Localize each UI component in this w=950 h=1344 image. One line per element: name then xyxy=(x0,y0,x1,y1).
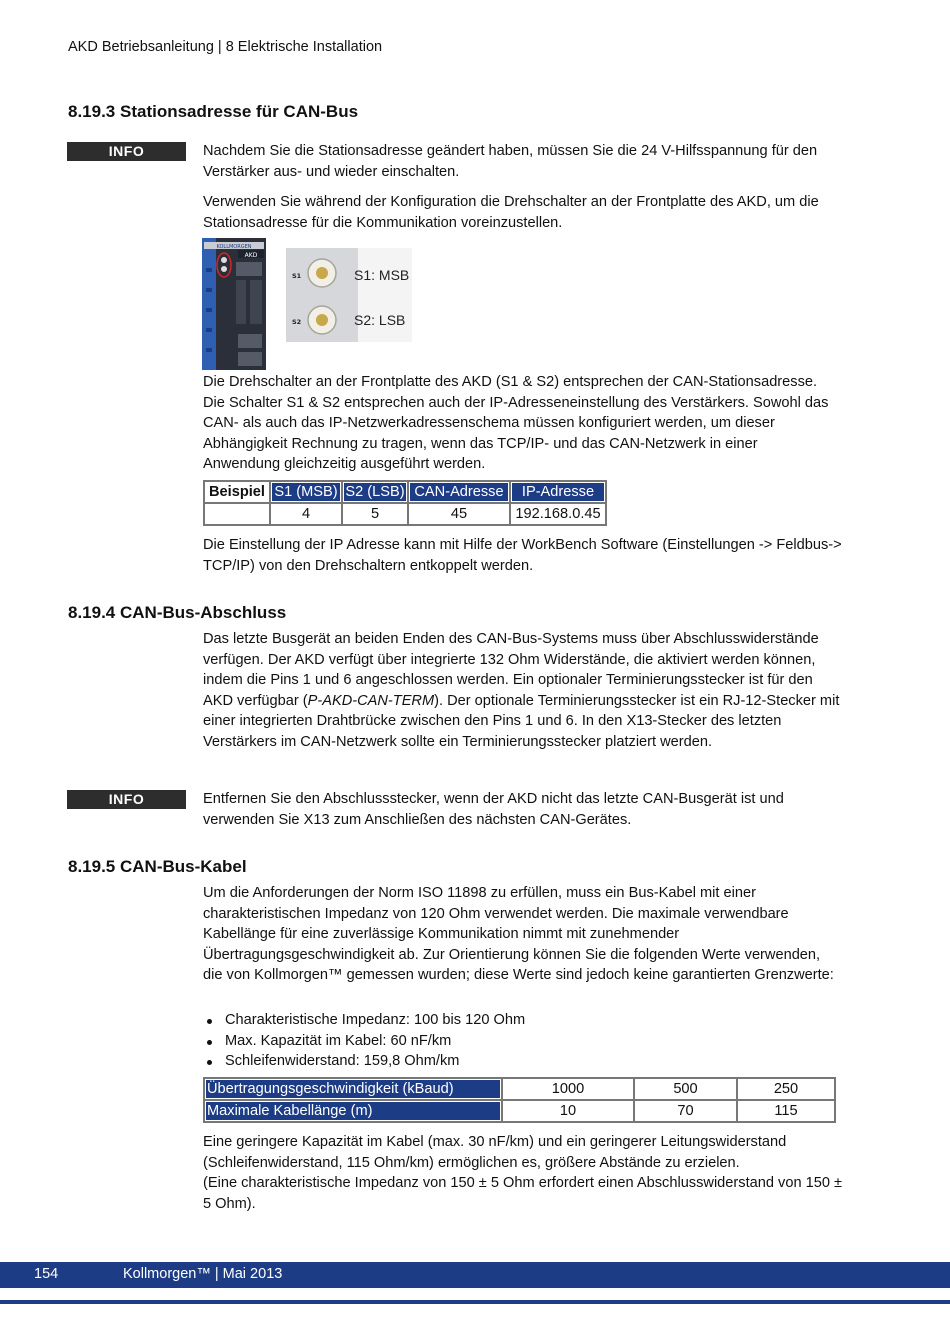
table-header-cell: S1 (MSB) xyxy=(270,481,342,503)
cable-specs-list xyxy=(203,1010,525,1072)
section-heading-station-address: 8.19.3 Stationsadresse für CAN-Bus xyxy=(68,102,359,121)
list-item-text: Charakteristische Impedanz: 100 bis 120 Ohm xyxy=(225,1012,526,1028)
table-cell: 10 xyxy=(502,1100,634,1122)
table-cell: 70 xyxy=(634,1100,737,1122)
table-header-cell: S2 (LSB) xyxy=(342,481,408,503)
s2-tag: S2 xyxy=(292,318,302,326)
table-cell xyxy=(204,503,270,525)
info-badge: INFO xyxy=(67,142,186,161)
section-heading-cable: 8.19.5 CAN-Bus-Kabel xyxy=(68,857,247,876)
panel-brand-text: KOLLMORGEN xyxy=(216,244,252,250)
table-header-cell: Beispiel xyxy=(204,481,270,503)
cable-length-table xyxy=(203,1077,836,1123)
s1-msb-label: S1: MSB xyxy=(354,267,410,283)
info-badge: INFO xyxy=(67,790,186,809)
info-text-station-address: Nachdem Sie die Stationsadresse geändert haben, müssen Sie die 24 V-Hilfsspannung für den Verstärker aus- und wieder einschalten. xyxy=(203,143,818,180)
info-text-termination: Entfernen Sie den Abschlussstecker, wenn der AKD nicht das letzte CAN-Busgerät ist und verwenden Sie X13 zum Anschließen des nächsten CAN-Gerätes. xyxy=(203,791,784,828)
list-item xyxy=(203,1051,525,1072)
bullet-icon xyxy=(207,1040,212,1045)
table-cell: 250 xyxy=(737,1078,835,1100)
front-panel-illustration xyxy=(202,238,412,370)
table-row-header: Maximale Kabellänge (m) xyxy=(204,1100,502,1122)
akd-front-panel-figure xyxy=(202,238,412,370)
table-cell: 5 xyxy=(342,503,408,525)
paragraph-cable-intro: Um die Anforderungen der Norm ISO 11898 zu erfüllen, muss ein Bus-Kabel mit einer charakteristischen Impedanz von 120 Ohm verwendet werden. Die maximale verwendbare Kabellänge für eine zuverlässige Kommunikation nimmt mit zunehmender Übertragungsgeschwindigkeit ab. Zur Orientierung können Sie die folgenden Werte verwenden, die von Kollmorgen™ gemessen wurden; diese Werte sind jedoch keine garantierten Grenzwerte: xyxy=(203,885,834,983)
bullet-icon xyxy=(207,1060,212,1065)
paragraph-impedance-note: (Eine charakteristische Impedanz von 150 ± 5 Ohm erfordert einen Abschlusswiderstand von 150 ± 5 Ohm). xyxy=(203,1175,843,1212)
list-item xyxy=(203,1010,525,1031)
footer-text: Kollmorgen™ | Mai 2013 xyxy=(123,1266,283,1282)
paragraph-text: ). Der optionale Terminierungsstecker ist ein RJ-12-Stecker mit einer integrierten Drahtbrücke zwischen den Pins 1 und 6. In den X13-Stecker des letzten Verstärkers im CAN-Netzwerk sollte ein Terminierungsstecker platziert werden. xyxy=(203,692,840,750)
table-row xyxy=(204,1078,835,1100)
table-row xyxy=(204,481,606,503)
table-header-cell: IP-Adresse xyxy=(510,481,606,503)
bullet-icon xyxy=(207,1019,212,1024)
page-number: 154 xyxy=(34,1266,59,1282)
paragraph-rotary-switch-mapping: Die Drehschalter an der Frontplatte des AKD (S1 & S2) entsprechen der CAN-Stationsadresse. Die Schalter S1 & S2 entsprechen auch der IP-Adresseneinstellung des Verstärkers. Sowohl das CAN- als auch das IP-Netzwerkadressenschema müssen konfiguriert werden, um dieser Abhängigkeit Rechnung zu tragen, wenn das TCP/IP- und das CAN-Netzwerk in einer Anwendung gleichzeitig ausgeführt werden. xyxy=(203,374,829,472)
paragraph-text: Das letzte Busgerät an beiden Enden des CAN-Bus-Systems muss über Abschlusswiderstände verfügen. Der AKD verfügt über integrierte 132 Ohm Widerstände, die aktiviert werden können, indem die Pins 1 und 6 angeschlossen werden. Ein optionaler Terminierungsstecker ist für den AKD verfügbar ( xyxy=(203,631,819,709)
s1-tag: S1 xyxy=(292,272,302,280)
table-header-cell: CAN-Adresse xyxy=(408,481,510,503)
paragraph-termination xyxy=(203,629,843,752)
list-item-text: Max. Kapazität im Kabel: 60 nF/km xyxy=(225,1032,452,1049)
paragraph-rotary-switch-intro: Verwenden Sie während der Konfiguration die Drehschalter an der Frontplatte des AKD, um die Stationsadresse für die Kommunikation voreinzustellen. xyxy=(203,194,819,231)
part-number: P-AKD-CAN-TERM xyxy=(307,692,435,709)
section-heading-termination: 8.19.4 CAN-Bus-Abschluss xyxy=(68,603,287,622)
paragraph-capacity-note: Eine geringere Kapazität im Kabel (max. 30 nF/km) und ein geringerer Leitungswiderstand (Schleifenwiderstand, 115 Ohm/km) ermöglichen es, größere Abstände zu erzielen. xyxy=(203,1134,787,1171)
list-item xyxy=(203,1031,525,1052)
table-cell: 45 xyxy=(408,503,510,525)
table-cell: 115 xyxy=(737,1100,835,1122)
table-cell: 192.168.0.45 xyxy=(510,503,606,525)
table-row-header: Übertragungsgeschwindigkeit (kBaud) xyxy=(204,1078,502,1100)
example-address-table xyxy=(203,480,607,526)
s2-lsb-label: S2: LSB xyxy=(354,312,406,328)
table-cell: 4 xyxy=(270,503,342,525)
table-cell: 1000 xyxy=(502,1078,634,1100)
table-row xyxy=(204,503,606,525)
panel-model-text: AKD xyxy=(244,252,258,259)
paragraph-ip-decoupling: Die Einstellung der IP Adresse kann mit Hilfe der WorkBench Software (Einstellungen -> Feldbus-> TCP/IP) von den Drehschaltern entkoppelt werden. xyxy=(203,537,842,574)
table-cell: 500 xyxy=(634,1078,737,1100)
table-row xyxy=(204,1100,835,1122)
footer-rule xyxy=(0,1300,950,1304)
running-header: AKD Betriebsanleitung | 8 Elektrische Installation xyxy=(68,39,383,55)
list-item-text: Schleifenwiderstand: 159,8 Ohm/km xyxy=(225,1053,460,1069)
